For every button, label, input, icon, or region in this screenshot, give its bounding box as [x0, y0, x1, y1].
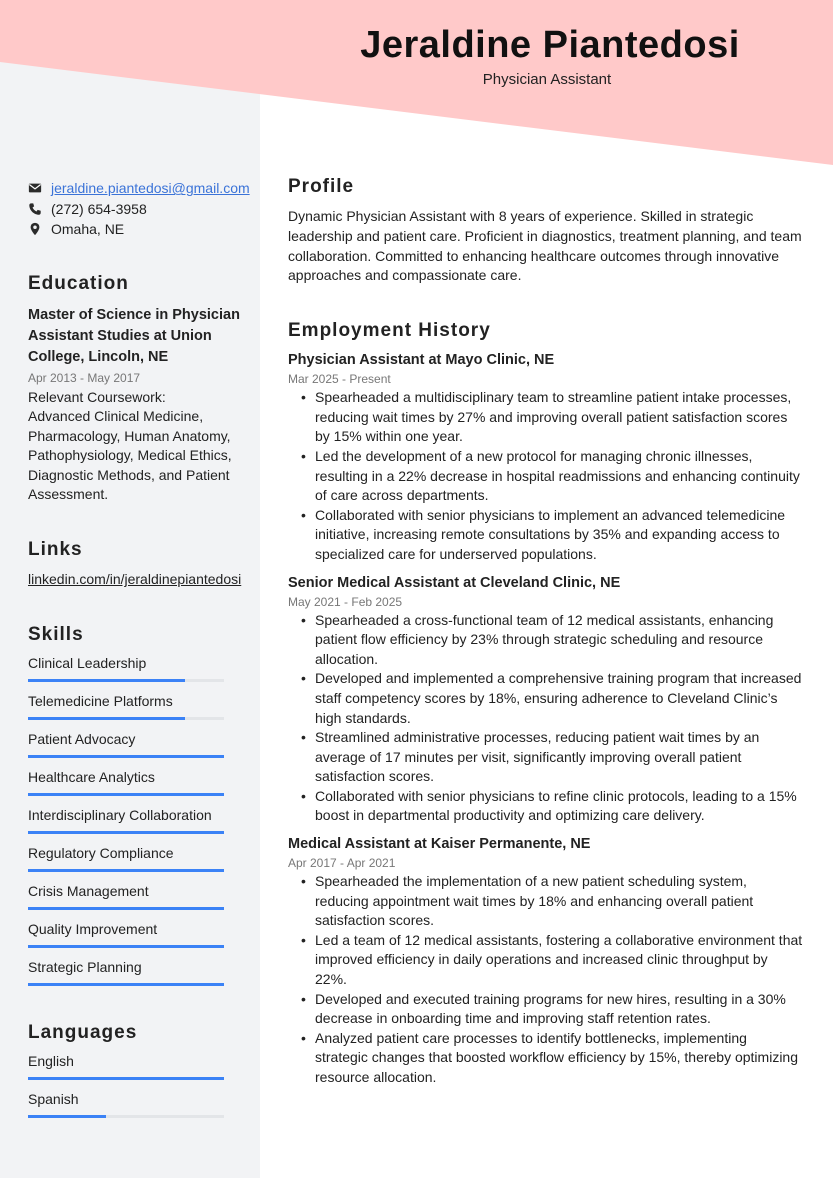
job-title: Physician Assistant at Mayo Clinic, NE: [288, 352, 555, 369]
job-bullet: • Developed and executed training programs for new hires, resulting in a 30% decrease in onboarding time and improving staff retention rates.: [315, 990, 803, 1029]
language-item: [28, 1052, 253, 1090]
job-bullet: • Led the development of a new protocol for managing chronic illnesses, resulting in a 22% decrease in hospital readmissions and enhancing continuity of care across departments.: [315, 447, 803, 506]
job-bullet: • Analyzed patient care processes to identify bottlenecks, implementing strategic changes that boosted workflow efficiency by 15%, thereby optimizing resource allocation.: [315, 1029, 803, 1088]
job-entry: [288, 834, 803, 1088]
employment-heading: Employment History: [288, 320, 491, 342]
contact-phone-row: [28, 199, 253, 220]
candidate-role: Physician Assistant: [482, 71, 612, 88]
education-heading: Education: [28, 272, 129, 294]
skill-name: Healthcare Analytics: [28, 768, 155, 785]
skill-bar: [28, 983, 224, 986]
location-text: Omaha, NE: [51, 221, 125, 238]
profile-heading: Profile: [288, 176, 355, 197]
contact-location-row: [28, 219, 253, 240]
skill-bar-fill: [28, 907, 224, 910]
skill-bar-fill: [28, 945, 224, 948]
job-dates: Mar 2025 - Present: [288, 372, 391, 387]
contact-email-row[interactable]: [28, 178, 253, 199]
job-dates: Apr 2017 - Apr 2021: [288, 856, 396, 871]
links-heading: Links: [28, 539, 83, 561]
skill-item: [28, 920, 253, 958]
languages-heading: Languages: [28, 1021, 138, 1043]
skill-bar-fill: [28, 793, 224, 796]
job-entry: [288, 350, 803, 564]
education-section: [28, 273, 253, 506]
skill-bar-fill: [28, 831, 224, 834]
skills-list: [28, 654, 253, 996]
skill-bar-fill: [28, 755, 224, 758]
language-bar-fill: [28, 1077, 224, 1080]
job-bullet: • Developed and implemented a comprehensive training program that increased staff competency scores by 18%, ensuring adherence to Cleveland Clinic’s high standards.: [315, 669, 803, 728]
skill-bar-fill: [28, 717, 185, 720]
map-pin-icon: [28, 222, 42, 236]
skill-bar: [28, 907, 224, 910]
skill-item: [28, 844, 253, 882]
skill-bar: [28, 755, 224, 758]
links-section: [28, 539, 253, 590]
skill-name: Quality Improvement: [28, 920, 158, 937]
skill-item: [28, 768, 253, 806]
job-bullet: • Streamlined administrative processes, reducing patient wait times by an average of 17 minutes per visit, significantly improving overall patient satisfaction scores.: [315, 728, 803, 787]
language-item: [28, 1090, 253, 1128]
sidebar: [28, 178, 253, 1128]
skill-name: Telemedicine Platforms: [28, 692, 173, 709]
language-name: English: [28, 1052, 74, 1069]
skill-bar-fill: [28, 983, 224, 986]
job-bullet: • Collaborated with senior physicians to refine clinic protocols, leading to a 15% boost in departmental productivity and optimizing care delivery.: [315, 787, 803, 826]
skill-bar: [28, 717, 224, 720]
job-title: Senior Medical Assistant at Cleveland Clinic, NE: [288, 574, 621, 591]
employment-section: [288, 320, 803, 1087]
languages-list: [28, 1052, 253, 1128]
skill-bar-fill: [28, 679, 185, 682]
skill-name: Strategic Planning: [28, 958, 142, 975]
skill-bar-fill: [28, 869, 224, 872]
language-bar: [28, 1115, 224, 1118]
linkedin-link[interactable]: linkedin.com/in/jeraldinepiantedosi: [28, 571, 242, 588]
language-bar: [28, 1077, 224, 1080]
skill-name: Regulatory Compliance: [28, 844, 174, 861]
skill-item: [28, 654, 253, 692]
contact-section: [28, 178, 253, 240]
skills-heading: Skills: [28, 623, 84, 645]
education-degree: Master of Science in Physician Assistant Studies at Union College, Lincoln, NE: [28, 306, 240, 365]
job-bullet: • Spearheaded the implementation of a new patient scheduling system, reducing appointment wait times by 18% and enhancing overall patient satisfaction scores.: [315, 872, 803, 931]
skill-name: Clinical Leadership: [28, 654, 147, 671]
job-bullets: [288, 388, 803, 564]
skills-section: [28, 624, 253, 996]
job-title: Medical Assistant at Kaiser Permanente, NE: [288, 836, 591, 853]
job-bullets: [288, 872, 803, 1088]
skill-item: [28, 806, 253, 844]
skill-item: [28, 882, 253, 920]
skill-name: Crisis Management: [28, 882, 149, 899]
skill-bar: [28, 945, 224, 948]
job-bullet: • Spearheaded a cross-functional team of 12 medical assistants, enhancing patient flow efficiency by 23% through strategic scheduling and resource allocation.: [315, 611, 803, 670]
job-bullet: • Collaborated with senior physicians to implement an advanced telemedicine initiative, increasing remote consultations by 35% and expanding access to specialized care for underserved populations.: [315, 506, 803, 565]
main-content: [288, 176, 803, 1088]
coursework-label: Relevant Coursework:: [28, 388, 166, 405]
job-bullet: • Led a team of 12 medical assistants, fostering a collaborative environment that improved efficiency in daily operations and increased clinic throughput by 22%.: [315, 931, 803, 990]
skill-item: [28, 730, 253, 768]
coursework-text: Advanced Clinical Medicine, Pharmacology, Human Anatomy, Pathophysiology, Medical Ethics, Diagnostic Methods, and Patient Assessment.: [28, 408, 232, 503]
profile-text: Dynamic Physician Assistant with 8 years of experience. Skilled in strategic leadership and patient care. Proficient in diagnostics, treatment planning, and team collaboration. Committed to enhancing healthcare outcomes through innovative approaches and compassionate care.: [288, 208, 802, 284]
job-bullet: • Spearheaded a multidisciplinary team to streamline patient intake processes, reducing wait times by 27% and improving overall patient satisfaction scores by 15% within one year.: [315, 388, 803, 447]
skill-item: [28, 958, 253, 996]
profile-section: [288, 176, 803, 286]
languages-section: [28, 1022, 253, 1128]
email-link[interactable]: jeraldine.piantedosi@gmail.com: [51, 180, 250, 197]
education-dates: Apr 2013 - May 2017: [28, 370, 141, 385]
job-entry: [288, 573, 803, 827]
job-bullets: [288, 611, 803, 827]
job-dates: May 2021 - Feb 2025: [288, 594, 403, 609]
skill-bar: [28, 869, 224, 872]
language-bar-fill: [28, 1115, 106, 1118]
skill-bar: [28, 831, 224, 834]
skill-bar: [28, 679, 224, 682]
phone-number: (272) 654-3958: [51, 200, 147, 217]
skill-bar: [28, 793, 224, 796]
language-name: Spanish: [28, 1090, 79, 1107]
skill-name: Interdisciplinary Collaboration: [28, 806, 212, 823]
phone-icon: [28, 202, 42, 216]
skill-name: Patient Advocacy: [28, 730, 136, 747]
candidate-name: Jeraldine Piantedosi: [360, 24, 740, 66]
envelope-icon: [28, 181, 42, 195]
skill-item: [28, 692, 253, 730]
